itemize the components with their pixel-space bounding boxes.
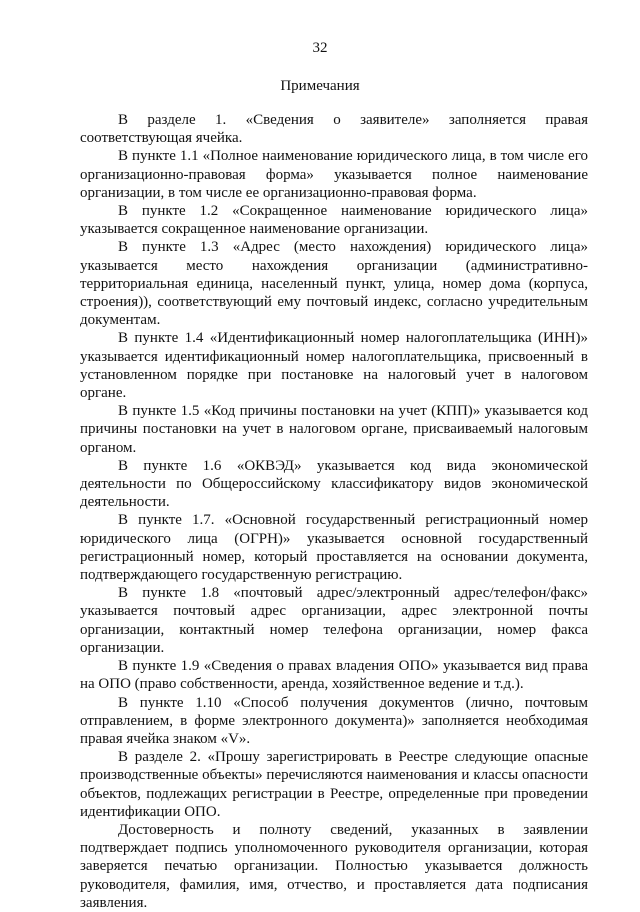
page-title: Примечания: [280, 78, 360, 94]
paragraph-item-1-8: В пункте 1.8 «почтовый адрес/электронный адрес/телефон/факс» указывается почтовый адрес организации, адрес электронной почты организации, контактный номер телефона организации, номер факса организации.: [80, 585, 588, 656]
notes-body: [80, 111, 588, 912]
paragraph-signature: Достоверность и полноту сведений, указанных в заявлении подтверждает подпись уполномоченного руководителя организации, которая заверяется печатью организации. Полностью указывается должность руководителя, фамилия, имя, отчество, и проставляется дата подписания заявления.: [80, 821, 588, 911]
paragraph-item-1-9: В пункте 1.9 «Сведения о правах владения ОПО» указывается вид права на ОПО (право собственности, аренда, хозяйственное ведение и т.д.).: [80, 658, 588, 693]
paragraph-item-1-6: В пункте 1.6 «ОКВЭД» указывается код вида экономической деятельности по Общероссийскому классификатору видов экономической деятельности.: [80, 457, 588, 511]
paragraph-item-1-7: В пункте 1.7. «Основной государственный регистрационный номер юридического лица (ОГРН)» указывается основной государственный регистрационный номер, который проставляется на основании документа, подтверждающего государственную регистрацию.: [80, 512, 588, 584]
paragraph-item-1-1: В пункте 1.1 «Полное наименование юридического лица, в том числе его организационно-правовая форма» указывается полное наименование организации, в том числе ее организационно-правовая форма.: [80, 148, 588, 201]
paragraph-item-1-4: В пункте 1.4 «Идентификационный номер налогоплательщика (ИНН)» указывается идентификационный номер налогоплательщика, присвоенный в установленном порядке при постановке на налоговый учет в налоговом органе.: [80, 330, 588, 402]
paragraph-item-1-3: В пункте 1.3 «Адрес (место нахождения) юридического лица» указывается место нахождения организации (административно-территориальная единица, населенный пункт, улица, номер дома (корпуса, строения)), соответствующий ему почтовый индекс, согласно учредительным документам.: [80, 239, 588, 329]
page-number: 32: [312, 40, 328, 56]
paragraph-section-1: В разделе 1. «Сведения о заявителе» заполняется правая соответствующая ячейка.: [80, 112, 588, 147]
paragraph-item-1-10: В пункте 1.10 «Способ получения документов (лично, почтовым отправлением, в форме электронного документа)» заполняется необходимая правая ячейка знаком «V».: [80, 694, 588, 747]
paragraph-section-2: В разделе 2. «Прошу зарегистрировать в Реестре следующие опасные производственные объекты» перечисляются наименования и классы опасности объектов, подлежащих регистрации в Реестре, определенные при проведении идентификации ОПО.: [80, 749, 588, 820]
paragraph-item-1-5: В пункте 1.5 «Код причины постановки на учет (КПП)» указывается код причины постановки на учет в налоговом органе, присваиваемый налоговым органом.: [80, 403, 588, 456]
paragraph-item-1-2: В пункте 1.2 «Сокращенное наименование юридического лица» указывается сокращенное наименование организации.: [80, 203, 588, 238]
